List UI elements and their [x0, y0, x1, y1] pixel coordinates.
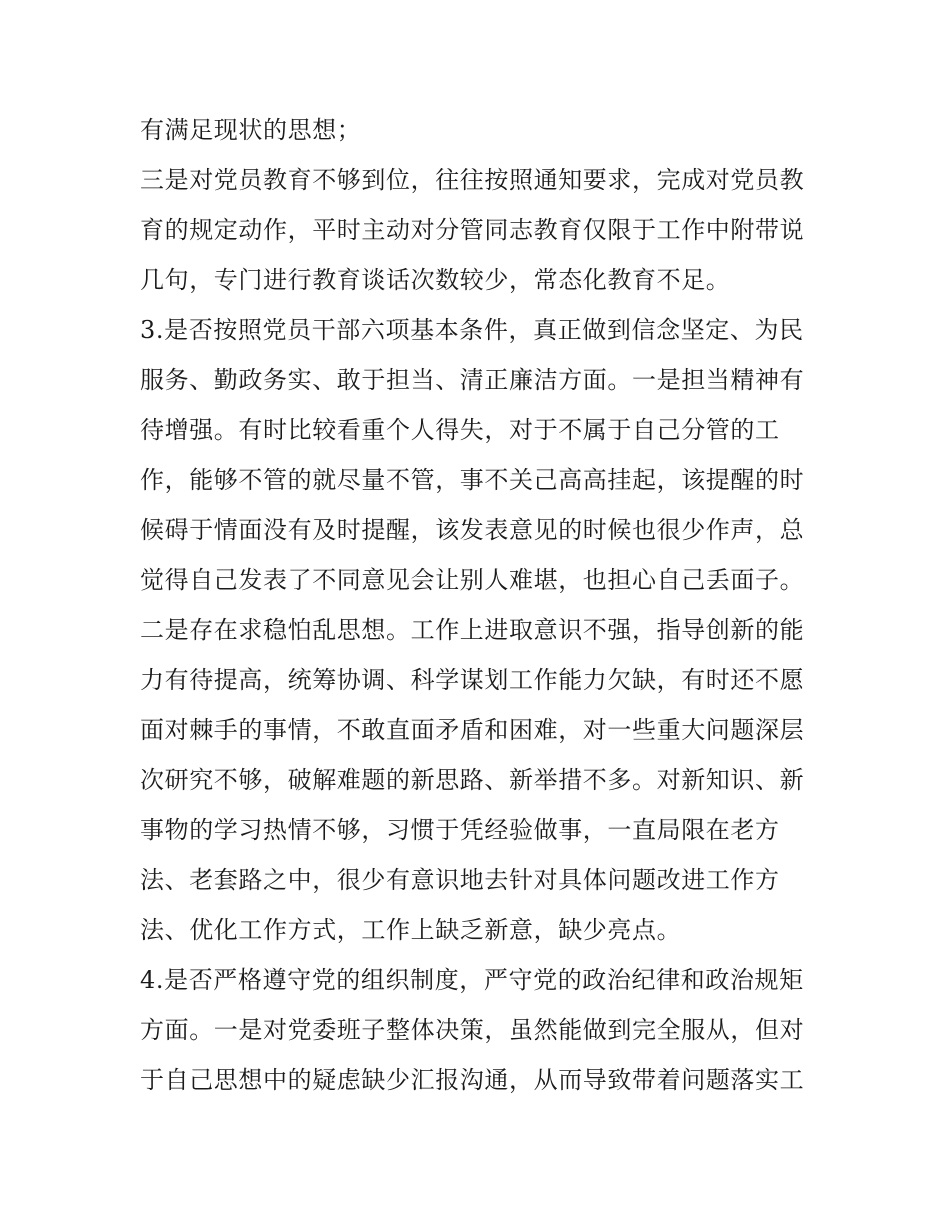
text-line: 几句，专门进行教育谈话次数较少，常态化教育不足。: [140, 266, 731, 294]
text-line: 二是存在求稳怕乱思想。工作上进取意识不强，指导创新的能: [140, 616, 805, 644]
text-line: 次研究不够，破解难题的新思路、新举措不多。对新知识、新: [140, 766, 805, 794]
text-line: 觉得自己发表了不同意见会让别人难堪，也担心自己丢面子。: [140, 566, 805, 594]
text-line: 力有待提高，统筹协调、科学谋划工作能力欠缺，有时还不愿: [140, 666, 805, 694]
text-line: 法、老套路之中，很少有意识地去针对具体问题改进工作方: [140, 866, 780, 894]
text-line: 有满足现状的思想；: [140, 116, 362, 144]
text-line: 候碍于情面没有及时提醒，该发表意见的时候也很少作声，总: [140, 516, 805, 544]
text-line: 法、优化工作方式，工作上缺乏新意，缺少亮点。: [140, 916, 682, 944]
text-line: 服务、勤政务实、敢于担当、清正廉洁方面。一是担当精神有: [140, 366, 805, 394]
text-line: 方面。一是对党委班子整体决策，虽然能做到完全服从，但对: [140, 1016, 805, 1044]
text-line: 4.是否严格遵守党的组织制度，严守党的政治纪律和政治规矩: [140, 966, 804, 994]
text-line: 待增强。有时比较看重个人得失，对于不属于自己分管的工: [140, 416, 780, 444]
text-line: 育的规定动作，平时主动对分管同志教育仅限于工作中附带说: [140, 216, 805, 244]
text-line: 三是对党员教育不够到位，往往按照通知要求，完成对党员教: [140, 166, 805, 194]
text-line: 面对棘手的事情，不敢直面矛盾和困难，对一些重大问题深层: [140, 716, 805, 744]
text-line: 作，能够不管的就尽量不管，事不关己高高挂起，该提醒的时: [140, 466, 805, 494]
text-line: 事物的学习热情不够，习惯于凭经验做事，一直局限在老方: [140, 816, 780, 844]
text-line: 3.是否按照党员干部六项基本条件，真正做到信念坚定、为民: [140, 316, 804, 344]
text-line: 于自己思想中的疑虑缺少汇报沟通，从而导致带着问题落实工: [140, 1066, 805, 1094]
